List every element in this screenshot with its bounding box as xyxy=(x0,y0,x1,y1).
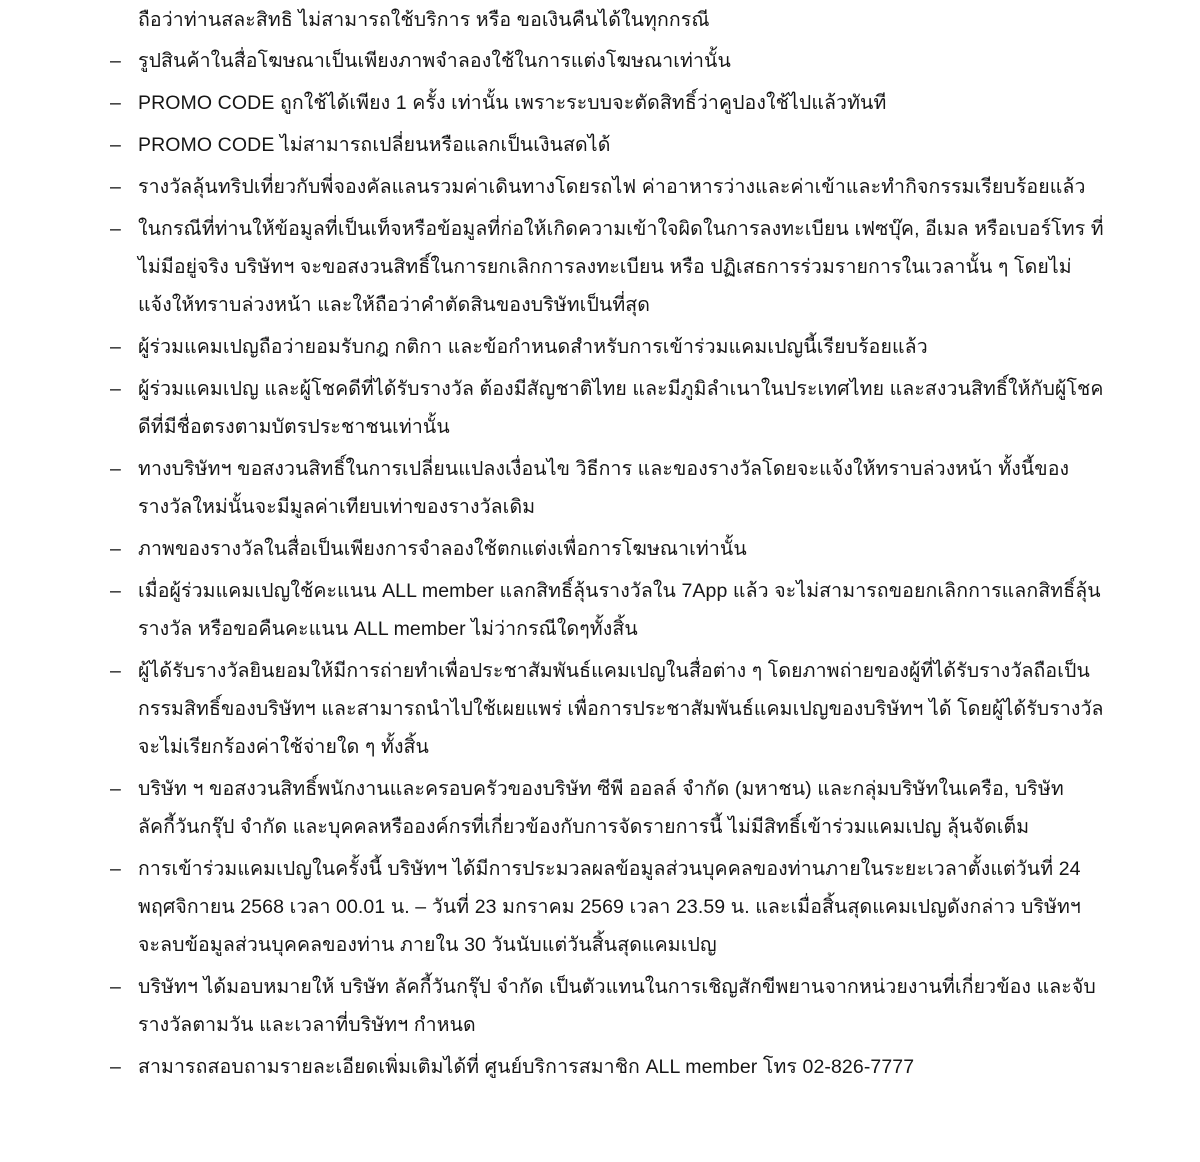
bullet-dash-icon: – xyxy=(110,538,121,560)
list-item xyxy=(110,850,1104,964)
bullet-dash-icon: – xyxy=(110,976,121,998)
bullet-dash-icon: – xyxy=(110,50,121,72)
list-item xyxy=(110,126,1104,164)
list-item-text: การเข้าร่วมแคมเปญในครั้งนี้ บริษัทฯ ได้มีการประมวลผลข้อมูลส่วนบุคคลของท่านภายในระยะเวลาตั้งแต่วันที่ 24 พฤศจิกายน 2568 เวลา 00.01 น. – วันที่ 23 มกราคม 2569 เวลา 23.59 น. และเมื่อสิ้นสุดแคมเปญดังกล่าว บริษัทฯ จะลบข้อมูลส่วนบุคคลของท่าน ภายใน 30 วันนับแต่วันสิ้นสุดแคมเปญ xyxy=(138,858,1081,956)
bullet-dash-icon: – xyxy=(110,1056,121,1078)
list-item-text: ทางบริษัทฯ ขอสงวนสิทธิ์ในการเปลี่ยนแปลงเงื่อนไข วิธีการ และของรางวัลโดยจะแจ้งให้ทราบล่วงหน้า ทั้งนี้ของรางวัลใหม่นั้นจะมีมูลค่าเทียบเท่าของรางวัลเดิม xyxy=(138,458,1070,518)
bullet-dash-icon: – xyxy=(110,176,121,198)
bullet-dash-icon: – xyxy=(110,92,121,114)
bullet-dash-icon: – xyxy=(110,336,121,358)
list-item-text: ผู้ได้รับรางวัลยินยอมให้มีการถ่ายทำเพื่อประชาสัมพันธ์แคมเปญในสื่อต่าง ๆ โดยภาพถ่ายของผู้ที่ได้รับรางวัลถือเป็นกรรมสิทธิ์ของบริษัทฯ และสามารถนำไปใช้เผยแพร่ เพื่อการประชาสัมพันธ์แคมเปญของบริษัทฯ ได้ โดยผู้ได้รับรางวัลจะไม่เรียกร้องค่าใช้จ่ายใด ๆ ทั้งสิ้น xyxy=(138,660,1104,758)
bullet-dash-icon: – xyxy=(110,458,121,480)
bullet-dash-icon: – xyxy=(110,378,121,400)
list-item-text: PROMO CODE ถูกใช้ได้เพียง 1 ครั้ง เท่านั้น เพราะระบบจะตัดสิทธิ์ว่าคูปองใช้ไปแล้วทันที xyxy=(138,92,887,114)
list-item-text: รูปสินค้าในสื่อโฆษณาเป็นเพียงภาพจำลองใช้ในการแต่งโฆษณาเท่านั้น xyxy=(138,50,731,72)
bullet-dash-icon: – xyxy=(110,778,121,800)
list-item xyxy=(110,168,1104,206)
list-item xyxy=(110,450,1104,526)
bullet-dash-icon: – xyxy=(110,858,121,880)
list-item xyxy=(110,42,1104,80)
bullet-dash-icon: – xyxy=(110,660,121,682)
list-item-text: สามารถสอบถามรายละเอียดเพิ่มเติมได้ที่ ศูนย์บริการสมาชิก ALL member โทร 02-826-7777 xyxy=(138,1056,915,1078)
list-item-text: บริษัทฯ ได้มอบหมายให้ บริษัท ลัคกี้วันกรุ๊ป จำกัด เป็นตัวแทนในการเชิญสักขีพยานจากหน่วยงานที่เกี่ยวข้อง และจับรางวัลตามวัน และเวลาที่บริษัทฯ กำหนด xyxy=(138,976,1096,1036)
continued-text-line: ถือว่าท่านสละสิทธิ ไม่สามารถใช้บริการ หรือ ขอเงินคืนได้ในทุกกรณี xyxy=(138,9,710,31)
list-item-text: ในกรณีที่ท่านให้ข้อมูลที่เป็นเท็จหรือข้อมูลที่ก่อให้เกิดความเข้าใจผิดในการลงทะเบียน เฟซบุ๊ค, อีเมล หรือเบอร์โทร ที่ไม่มีอยู่จริง บริษัทฯ จะขอสงวนสิทธิ์ในการยกเลิกการลงทะเบียน หรือ ปฏิเสธการร่วมรายการในเวลานั้น ๆ โดยไม่แจ้งให้ทราบล่วงหน้า และให้ถือว่าคำตัดสินของบริษัทเป็นที่สุด xyxy=(138,218,1104,316)
list-item xyxy=(110,370,1104,446)
list-item xyxy=(110,210,1104,324)
list-item xyxy=(110,328,1104,366)
list-item xyxy=(110,770,1104,846)
bullet-dash-icon: – xyxy=(110,218,121,240)
list-item xyxy=(110,572,1104,648)
list-item-text: รางวัลลุ้นทริปเที่ยวกับพี่จองคัลแลนรวมค่าเดินทางโดยรถไฟ ค่าอาหารว่างและค่าเข้าและทำกิจกรรมเรียบร้อยแล้ว xyxy=(138,176,1086,198)
list-item-text: บริษัท ฯ ขอสงวนสิทธิ์พนักงานและครอบครัวของบริษัท ซีพี ออลล์ จำกัด (มหาชน) และกลุ่มบริษัทในเครือ, บริษัท ลัคกี้วันกรุ๊ป จำกัด และบุคคลหรือองค์กรที่เกี่ยวข้องกับการจัดรายการนี้ ไม่มีสิทธิ์เข้าร่วมแคมเปญ ลุ้นจัดเต็ม xyxy=(138,778,1064,838)
list-item xyxy=(110,968,1104,1044)
terms-list xyxy=(110,42,1104,1086)
list-item xyxy=(110,84,1104,122)
bullet-dash-icon: – xyxy=(110,580,121,602)
list-item xyxy=(110,652,1104,766)
list-item-text: ผู้ร่วมแคมเปญ และผู้โชคดีที่ได้รับรางวัล ต้องมีสัญชาติไทย และมีภูมิลำเนาในประเทศไทย และสงวนสิทธิ์ให้กับผู้โชคดีที่มีชื่อตรงตามบัตรประชาชนเท่านั้น xyxy=(138,378,1104,438)
list-item-text: ภาพของรางวัลในสื่อเป็นเพียงการจำลองใช้ตกแต่งเพื่อการโฆษณาเท่านั้น xyxy=(138,538,747,560)
list-item xyxy=(110,530,1104,568)
list-item-text: เมื่อผู้ร่วมแคมเปญใช้คะแนน ALL member แลกสิทธิ์ลุ้นรางวัลใน 7App แล้ว จะไม่สามารถขอยกเลิกการแลกสิทธิ์ลุ้นรางวัล หรือขอคืนคะแนน ALL member ไม่ว่ากรณีใดๆทั้งสิ้น xyxy=(138,580,1101,640)
list-item-text: PROMO CODE ไม่สามารถเปลี่ยนหรือแลกเป็นเงินสดได้ xyxy=(138,134,611,156)
list-item-text: ผู้ร่วมแคมเปญถือว่ายอมรับกฎ กติกา และข้อกำหนดสำหรับการเข้าร่วมแคมเปญนี้เรียบร้อยแล้ว xyxy=(138,336,928,358)
bullet-dash-icon: – xyxy=(110,134,121,156)
list-item xyxy=(110,1048,1104,1086)
